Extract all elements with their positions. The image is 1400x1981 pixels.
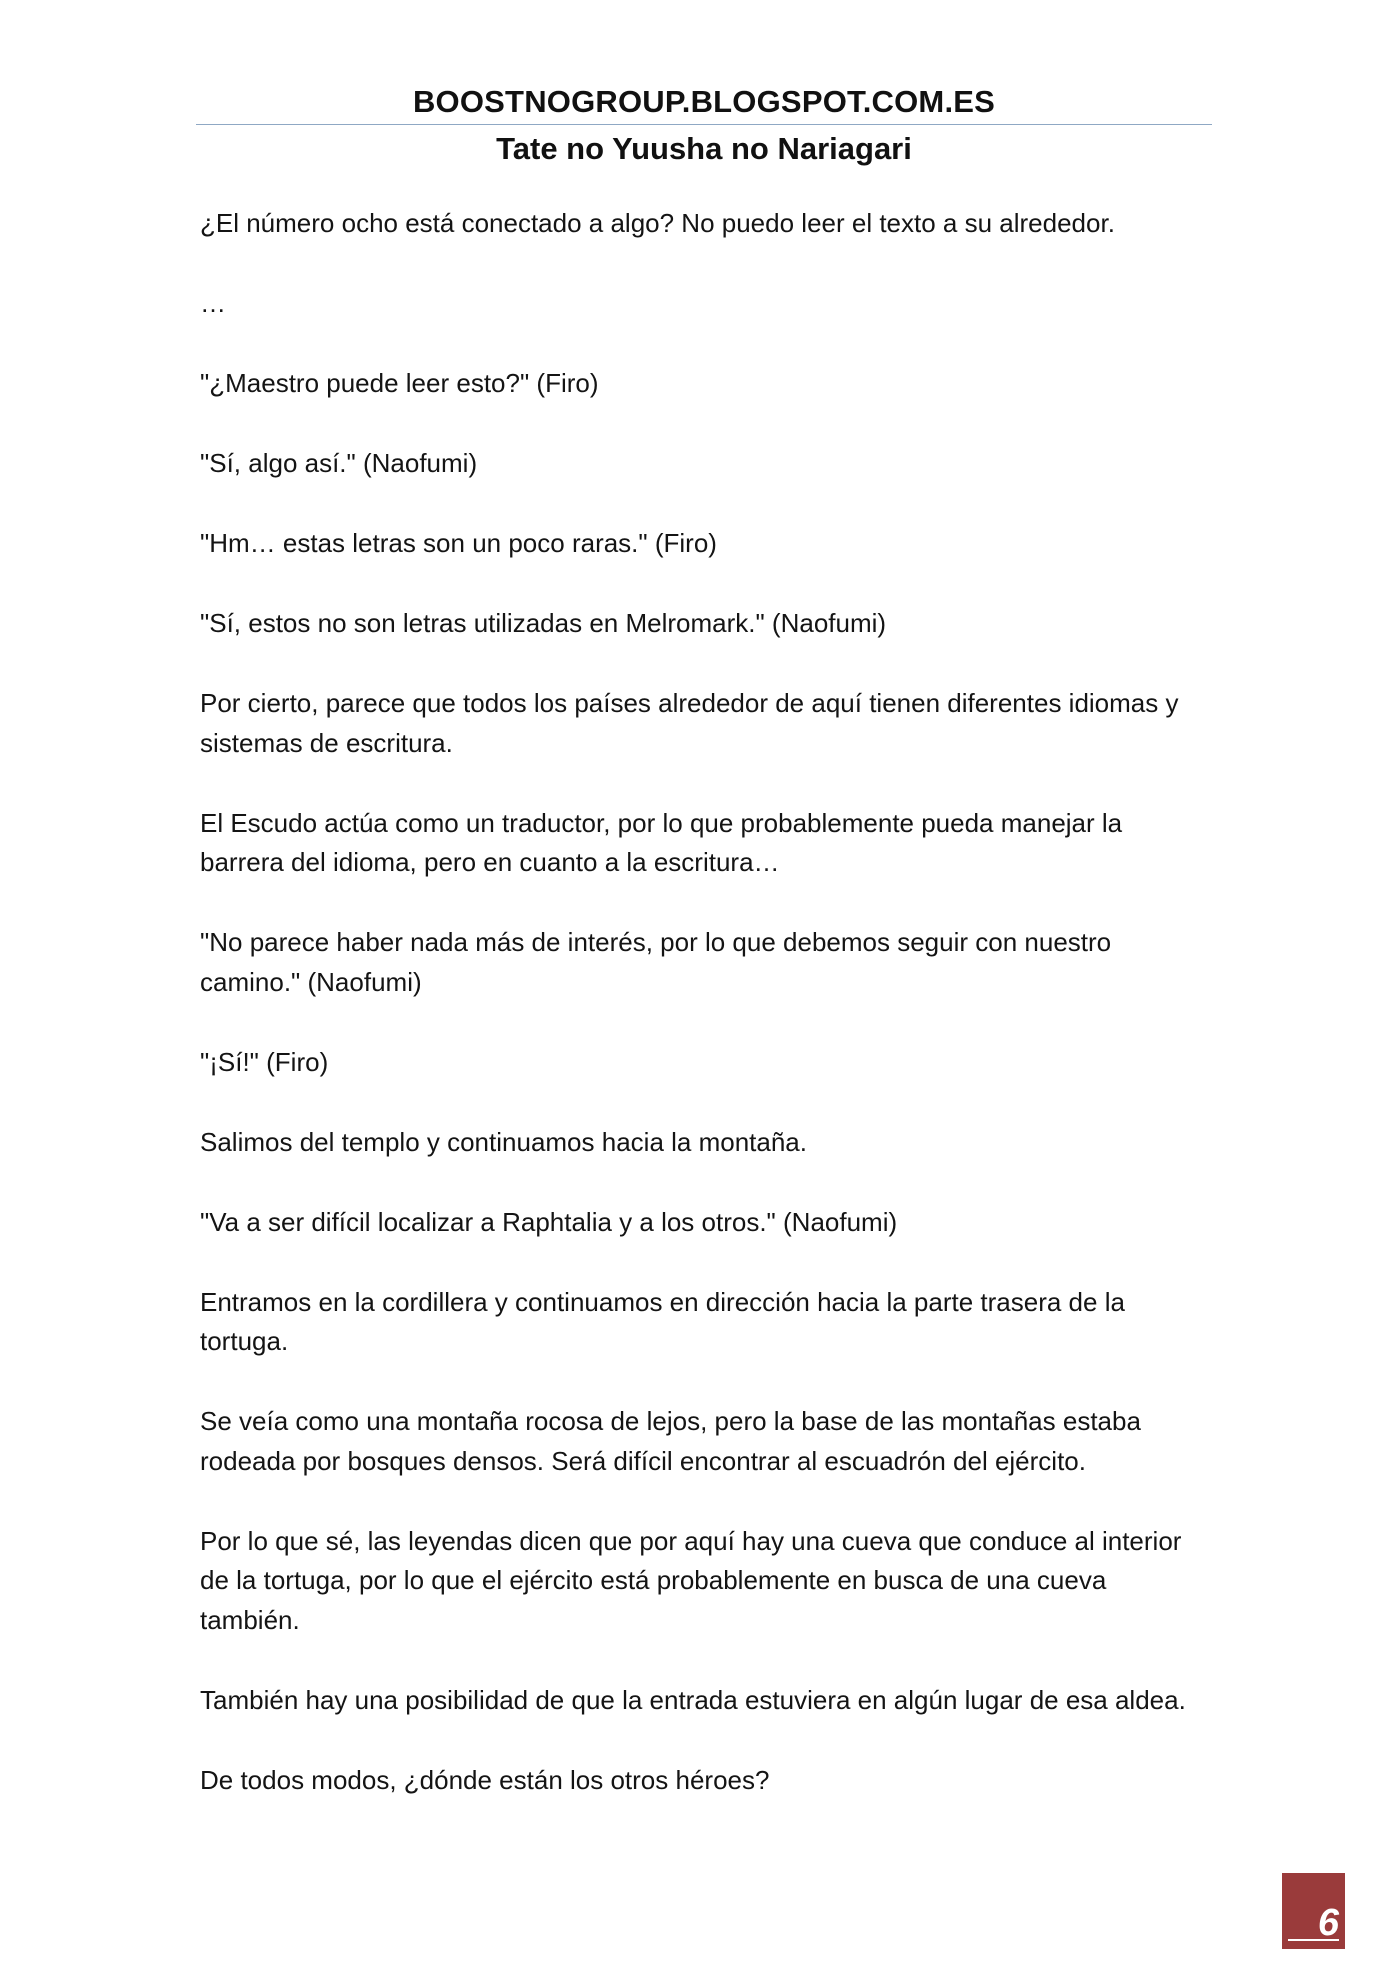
paragraph: De todos modos, ¿dónde están los otros héroes? — [200, 1764, 770, 1795]
header-divider — [196, 124, 1212, 125]
paragraph: También hay una posibilidad de que la entrada estuviera en algún lugar de esa aldea. — [200, 1684, 1186, 1715]
paragraph: "¡Sí!" (Firo) — [200, 1046, 329, 1077]
paragraph: "Va a ser difícil localizar a Raphtalia y a los otros." (Naofumi) — [200, 1206, 898, 1237]
site-name: BOOSTNOGROUP.BLOGSPOT.COM.ES — [412, 84, 996, 119]
paragraph: "Hm… estas letras son un poco raras." (Firo) — [200, 528, 717, 558]
paragraph: ¿El número ocho está conectado a algo? No puedo leer el texto a su alrededor. — [200, 208, 1115, 238]
paragraph: … — [200, 288, 226, 318]
page-number-badge — [1282, 1873, 1345, 1949]
document-body — [200, 204, 1212, 1841]
paragraph: "No parece haber nada más de interés, por lo que debemos seguir con nuestro camino." (Naofumi) — [200, 927, 1112, 997]
document-title: Tate no Yuusha no Nariagari — [496, 131, 912, 166]
paragraph: Se veía como una montaña rocosa de lejos, pero la base de las montañas estaba rodeada por bosques densos. Será difícil encontrar al escuadrón del ejército. — [200, 1406, 1141, 1476]
paragraph: "Sí, estos no son letras utilizadas en Melromark." (Naofumi) — [200, 608, 887, 638]
page-number: 6 — [1317, 1902, 1339, 1944]
paragraph: Salimos del templo y continuamos hacia la montaña. — [200, 1126, 807, 1157]
paragraph: Por lo que sé, las leyendas dicen que por aquí hay una cueva que conduce al interior de la tortuga, por lo que el ejército está probablemente en busca de una cueva también. — [200, 1525, 1182, 1635]
paragraph: "¿Maestro puede leer esto?" (Firo) — [200, 368, 599, 398]
page-header — [196, 82, 1212, 169]
paragraph: Entramos en la cordillera y continuamos en dirección hacia la parte trasera de la tortuga. — [200, 1286, 1125, 1356]
paragraph: El Escudo actúa como un traductor, por lo que probablemente pueda manejar la barrera del idioma, pero en cuanto a la escritura… — [200, 807, 1123, 877]
paragraph: Por cierto, parece que todos los países alrededor de aquí tienen diferentes idiomas y sistemas de escritura. — [200, 688, 1179, 758]
paragraph: "Sí, algo así." (Naofumi) — [200, 448, 478, 478]
